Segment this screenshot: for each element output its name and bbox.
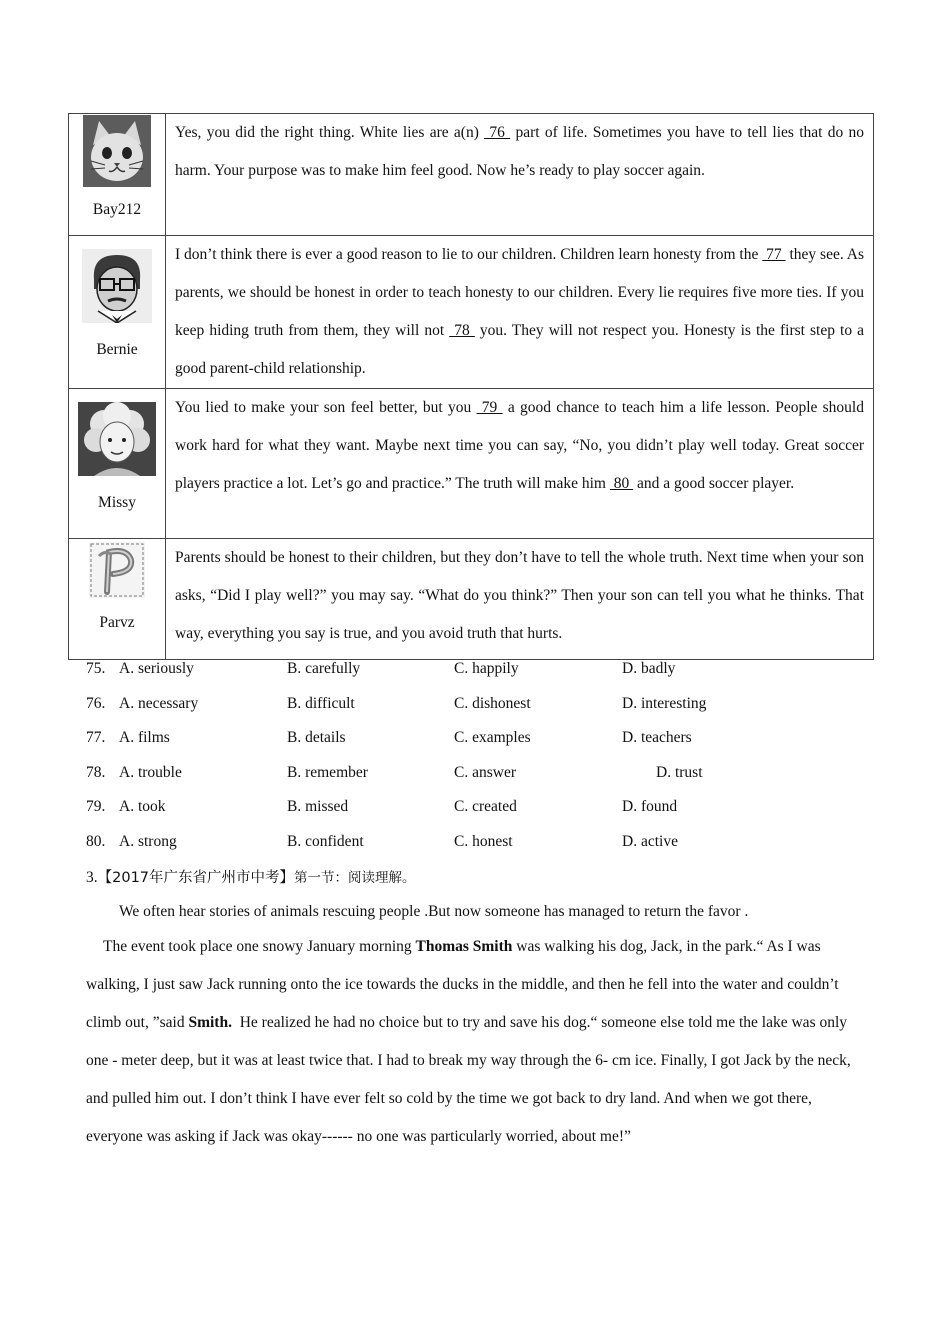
post-text: Yes, you did the right thing. White lies are a(n) 76 part of life. Sometimes you have to tell lies that do no harm. Your purpose was to make him feel good. Now he’s ready to play soccer again.: [166, 114, 874, 236]
option-row: 79. A. took B. missed C. created D. found: [86, 798, 678, 816]
answer-options: [86, 656, 886, 864]
option-row: 78. A. trouble B. remember C. answer D. trust: [86, 763, 703, 781]
forum-row: [69, 389, 874, 539]
option-row: 75. A. seriously B. carefully C. happily D. badly: [86, 660, 676, 677]
option-row: 76. A. necessary B. difficult C. dishonest D. interesting: [86, 694, 707, 712]
user-cell: [69, 539, 166, 660]
forum-row: [69, 236, 874, 389]
section-heading: 3.【2017年广东省广州市中考】第一节：阅读理解。: [86, 869, 416, 886]
letter-p-avatar-icon: [89, 542, 145, 598]
person-name: Smith.: [188, 1014, 232, 1031]
forum-table: [68, 113, 874, 660]
person-name: Thomas Smith: [415, 938, 513, 955]
forum-row: [69, 114, 874, 236]
man-glasses-avatar-icon: [82, 249, 152, 323]
blank-76: 76: [484, 124, 511, 141]
blank-79: 79: [476, 399, 503, 416]
option-row: 80. A. strong B. confident C. honest D. active: [86, 832, 678, 850]
intro-paragraph: We often hear stories of animals rescuing people .But now someone has managed to return the favor .: [119, 903, 749, 920]
username: Parvz: [99, 614, 135, 631]
user-cell: [69, 114, 166, 236]
forum-row: [69, 539, 874, 660]
post-text: I don’t think there is ever a good reason to lie to our children. Children learn honesty from the 77 they see. As parents, we should be honest in order to teach honesty to our children. Every lie requires five more ties. If you keep hiding truth from them, they will not 78 you. They will not respect you. Honesty is the first step to a good parent-child relationship.: [166, 236, 874, 389]
blank-77: 77: [762, 246, 786, 263]
post-text: Parents should be honest to their children, but they don’t have to tell the whole truth. Next time when your son asks, “Did I play well?” you may say. “What do you think?” Then your son can tell you what he thinks. That way, everything you say is true, and you avoid truth that hurts.: [166, 539, 874, 660]
section-title: 【2017年广东省广州市中考】: [97, 870, 295, 886]
cat-avatar-icon: [83, 115, 151, 187]
blank-78: 78: [449, 322, 475, 339]
user-cell: [69, 389, 166, 539]
username: Bernie: [96, 341, 138, 358]
post-text: You lied to make your son feel better, but you 79 a good chance to teach him a life lesson. People should work hard for what they want. Maybe next time you can say, “No, you didn’t play well today. Great soccer players practice a lot. Let’s go and practice.” The truth will make him 80 and a good soccer player.: [166, 389, 874, 539]
username: Missy: [98, 494, 136, 511]
section-subtitle: 第一节：阅读理解。: [294, 870, 416, 886]
user-cell: [69, 236, 166, 389]
blank-80: 80: [609, 475, 634, 492]
old-woman-avatar-icon: [78, 402, 156, 476]
option-row: 77. A. films B. details C. examples D. teachers: [86, 729, 692, 747]
username: Bay212: [92, 201, 142, 218]
story-paragraph: The event took place one snowy January morning Thomas Smith was walking his dog, Jack, in the park.“ As I was walking, I just saw Jack running onto the ice towards the ducks in the middle, and then he fell into the water and couldn’t climb out, ”said Smith. He realized he had no choice but to try and save his dog.“ someone else told me the lake was only one - meter deep, but it was at least twice that. I had to break my way through the 6- cm ice. Finally, I got Jack by the neck, and pulled him out. I don’t think I have ever felt so cold by the time we got back to dry land. And when we got there, everyone was asking if Jack was okay------ no one was particularly worried, about me!”: [86, 938, 855, 1145]
